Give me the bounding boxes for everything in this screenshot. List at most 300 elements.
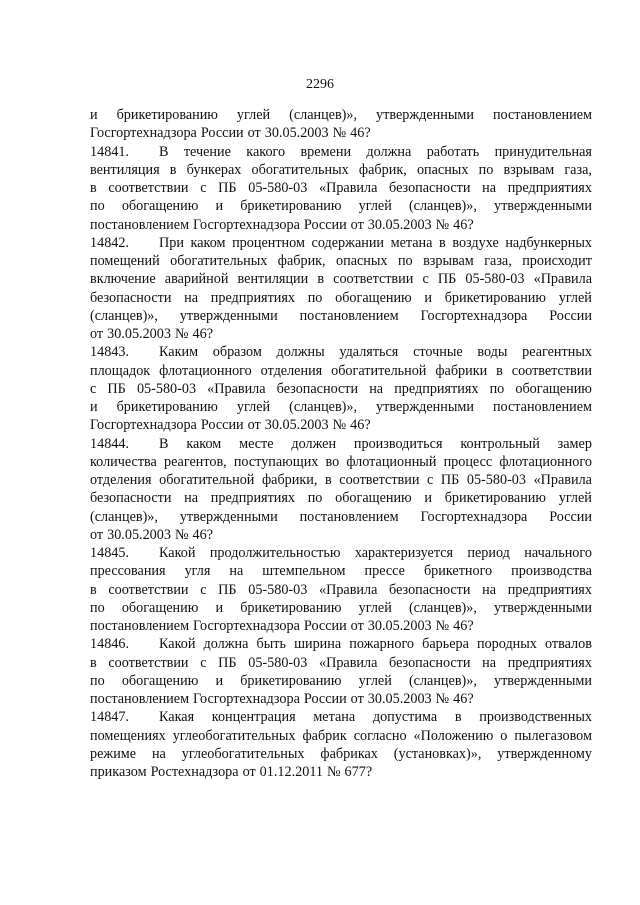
text-word: России xyxy=(303,216,347,233)
text-word: 05-580-03 xyxy=(465,271,525,288)
text-word: отделения xyxy=(260,362,323,379)
text-line xyxy=(90,435,592,453)
question-text xyxy=(159,544,592,562)
text-word: 05-580-03 xyxy=(248,180,308,196)
text-word: 30.05.2003 xyxy=(264,125,329,142)
text-word: и xyxy=(215,672,224,689)
text-word: прессования xyxy=(90,563,166,580)
text-word: фабрик, xyxy=(277,253,326,269)
text-word: какого xyxy=(246,143,286,160)
text-word: в xyxy=(90,654,97,671)
text-word: 14846. xyxy=(90,636,130,653)
text-word: в xyxy=(496,362,503,379)
text-word: продолжительностью xyxy=(209,545,341,561)
text-word: концентрация xyxy=(211,709,296,726)
text-word: опасных xyxy=(336,253,388,269)
text-word: по xyxy=(489,380,505,397)
text-word: обогащению xyxy=(335,490,412,507)
text-word: Какой xyxy=(159,636,196,653)
text-word: флотационного xyxy=(499,453,592,470)
text-word: углей xyxy=(236,399,271,415)
text-word: период xyxy=(467,545,510,561)
text-word: В xyxy=(159,143,169,160)
text-word: 30.05.2003 xyxy=(107,526,171,543)
question-text xyxy=(159,708,592,726)
text-word: от xyxy=(247,417,261,434)
question-text xyxy=(159,635,592,653)
text-word: приказом xyxy=(90,764,147,780)
text-word: с xyxy=(200,654,207,671)
text-word: Госгортехнадзора xyxy=(193,216,300,233)
text-word: безопасности xyxy=(90,289,172,306)
text-word: № xyxy=(332,125,347,142)
text-word: содержании xyxy=(311,234,385,251)
text-word: утвержденными xyxy=(494,599,592,616)
text-word: в xyxy=(169,161,177,178)
text-word: ПБ xyxy=(437,271,457,288)
text-word: 46? xyxy=(453,618,474,634)
text-word: допустима xyxy=(372,709,438,726)
text-line xyxy=(90,617,592,635)
text-word: предприятиях xyxy=(507,654,592,671)
text-word: обогатительной xyxy=(331,362,427,379)
text-word: быть xyxy=(256,636,286,653)
text-word: процесс xyxy=(443,453,493,470)
text-word: в xyxy=(439,234,446,251)
text-line xyxy=(90,143,592,161)
text-word: постановлением xyxy=(90,691,190,707)
text-word: В xyxy=(159,435,169,452)
text-word: № xyxy=(435,216,450,233)
text-word: (сланцев)», xyxy=(408,198,477,215)
text-word: соответствии xyxy=(108,180,189,196)
text-word: Госгортехнадзора xyxy=(420,307,528,324)
text-word: по xyxy=(397,253,413,269)
text-word: производственных xyxy=(479,709,592,726)
text-word: брикетированию xyxy=(116,107,218,123)
text-word: (сланцев)», xyxy=(289,399,358,415)
text-word: флотационный xyxy=(346,453,437,470)
text-word: ПБ xyxy=(218,654,237,671)
text-word: фабрики, xyxy=(261,472,318,488)
text-word: удаляться xyxy=(339,344,399,361)
text-word: площадок xyxy=(90,362,151,379)
text-word: метана xyxy=(390,234,433,251)
text-word: барьера xyxy=(422,636,469,653)
text-word: соответствии xyxy=(511,362,592,379)
text-word: с xyxy=(90,380,97,397)
text-word: ширина xyxy=(294,636,342,653)
text-line xyxy=(90,544,592,562)
text-word: постановлением xyxy=(299,307,399,324)
text-word: Госгортехнадзора xyxy=(193,691,300,707)
text-word: по xyxy=(307,490,323,507)
text-word: по xyxy=(90,198,105,215)
text-word: брикетированию xyxy=(240,599,342,616)
text-word: 14842. xyxy=(90,234,130,251)
text-word: от xyxy=(90,326,104,342)
text-word: предприятиях xyxy=(210,490,295,507)
text-word: Госгортехнадзора xyxy=(90,417,197,434)
text-word: отделения xyxy=(90,472,152,488)
text-word: обогащению xyxy=(515,380,592,397)
text-line xyxy=(90,745,592,763)
text-word: штемпельном xyxy=(262,563,346,580)
text-word: пожарного xyxy=(349,636,415,653)
text-word: воздухе xyxy=(452,234,499,251)
text-word: России xyxy=(200,417,244,434)
text-word: постановлением xyxy=(299,508,399,525)
question-text xyxy=(159,343,592,361)
text-word: на xyxy=(229,563,244,580)
text-word: 677? xyxy=(344,764,373,780)
text-line xyxy=(90,398,592,416)
text-word: помещений xyxy=(90,253,160,269)
text-word: «Правила xyxy=(318,654,378,671)
text-word: замер xyxy=(557,435,592,452)
text-word: «Правила xyxy=(533,472,592,488)
text-word: 05-580-03 xyxy=(136,380,197,397)
text-line xyxy=(90,343,592,361)
text-word: опасных xyxy=(416,161,469,178)
text-word: брикетированию xyxy=(444,490,547,507)
text-word: постановлением xyxy=(90,216,190,233)
text-line xyxy=(90,124,592,142)
text-word: производства xyxy=(511,563,592,580)
text-word: 30.05.2003 xyxy=(264,417,329,434)
text-word: 05-580-03 xyxy=(248,654,308,671)
text-word: каком xyxy=(186,435,222,452)
text-word: Госгортехнадзора xyxy=(193,618,300,634)
text-word: России xyxy=(303,691,347,707)
text-word: 46? xyxy=(453,216,474,233)
text-word: фабрик, xyxy=(358,161,407,178)
text-word: принудительная xyxy=(494,143,592,160)
text-word: № xyxy=(327,764,341,780)
text-word: безопасности xyxy=(276,380,359,397)
text-word: процентном xyxy=(232,234,305,251)
text-word: постановлением xyxy=(492,107,592,123)
text-word: должна xyxy=(366,143,412,160)
text-word: Ростехнадзора xyxy=(150,764,239,780)
text-word: брикетированию xyxy=(240,198,342,215)
text-line xyxy=(90,453,592,471)
text-word: утвержденными xyxy=(376,107,474,123)
text-word: безопасности xyxy=(389,654,471,671)
text-word: месте xyxy=(239,435,274,452)
text-word: от xyxy=(350,618,364,634)
text-word: (сланцев)», xyxy=(289,107,358,123)
text-word: предприятиях xyxy=(507,581,592,598)
text-word: ПБ xyxy=(107,380,126,397)
text-word: от xyxy=(350,691,364,707)
text-word: с xyxy=(200,581,207,598)
text-word: с xyxy=(427,472,434,488)
text-word: угля xyxy=(184,563,211,580)
text-word: течение xyxy=(183,143,231,160)
document-body xyxy=(90,106,592,781)
text-word: режиме xyxy=(90,745,137,762)
text-word: соответствии xyxy=(339,472,420,488)
text-word: 46? xyxy=(350,417,371,434)
text-word: предприятиях xyxy=(507,180,592,196)
text-word: Какой xyxy=(159,545,196,561)
text-word: России xyxy=(200,125,244,142)
text-word: 46? xyxy=(350,125,371,142)
text-line xyxy=(90,289,592,307)
text-line xyxy=(90,654,592,672)
text-word: ПБ xyxy=(218,581,237,598)
text-line xyxy=(90,416,592,434)
text-word: каком xyxy=(190,234,226,251)
text-line xyxy=(90,380,592,398)
text-word: сточные xyxy=(413,344,463,361)
text-word: взрывам xyxy=(423,253,474,269)
text-word: 46? xyxy=(192,326,213,342)
text-word: (установках)», xyxy=(393,745,482,762)
text-word: 30.05.2003 xyxy=(367,691,432,707)
text-word: с xyxy=(422,271,429,288)
text-word: 30.05.2003 xyxy=(107,326,171,342)
text-line xyxy=(90,161,592,179)
text-word: о xyxy=(500,727,508,744)
text-word: Госгортехнадзора xyxy=(420,508,528,525)
text-word: по xyxy=(478,161,494,178)
text-line xyxy=(90,690,592,708)
text-word: утвержденными xyxy=(494,672,592,689)
text-word: «Правила xyxy=(207,380,266,397)
text-word: по xyxy=(307,289,323,306)
text-word: должна xyxy=(203,636,249,653)
text-word: № xyxy=(435,618,450,634)
text-word: «Правила xyxy=(318,180,378,196)
text-word: взрывам xyxy=(503,161,555,178)
text-word: реагентных xyxy=(522,344,592,361)
text-word: должны xyxy=(276,344,325,361)
question-text xyxy=(159,234,592,252)
text-word: предприятиях xyxy=(210,289,295,306)
text-word: в xyxy=(90,180,97,196)
text-word: углей xyxy=(558,490,592,507)
text-word: аварийной xyxy=(164,271,229,288)
text-word: безопасности xyxy=(90,490,172,507)
text-word: постановлением xyxy=(90,618,190,634)
text-word: на xyxy=(151,745,166,762)
text-word: с xyxy=(200,180,207,196)
question-text xyxy=(159,435,592,453)
text-line xyxy=(90,234,592,252)
text-word: реагентов, xyxy=(163,453,227,470)
text-word: характеризуется xyxy=(354,545,454,561)
text-word: по xyxy=(90,599,105,616)
text-line xyxy=(90,471,592,489)
text-line xyxy=(90,197,592,215)
text-word: и xyxy=(90,107,98,123)
text-word: воды xyxy=(477,344,508,361)
text-line xyxy=(90,635,592,653)
text-word: углей xyxy=(558,289,592,306)
text-word: пылегазовом xyxy=(514,727,592,744)
text-word: утвержденными xyxy=(179,307,278,324)
text-word: работать xyxy=(426,143,480,160)
text-word: начального xyxy=(524,545,592,561)
text-word: фабрик xyxy=(302,727,347,744)
text-word: ПБ xyxy=(440,472,460,488)
text-word: обогатительных xyxy=(170,253,268,269)
text-word: и xyxy=(90,399,98,415)
text-word: (сланцев)», xyxy=(90,508,158,525)
text-line xyxy=(90,270,592,288)
text-word: производиться xyxy=(353,435,443,452)
text-word: № xyxy=(332,417,347,434)
text-word: углей xyxy=(358,198,392,215)
text-word: на xyxy=(369,380,384,397)
text-word: поступающих xyxy=(233,453,319,470)
text-word: ПБ xyxy=(218,180,237,196)
text-word: 05-580-03 xyxy=(466,472,526,488)
text-line xyxy=(90,526,592,544)
text-word: брикетированию xyxy=(240,672,342,689)
text-line xyxy=(90,708,592,726)
text-word: утвержденными xyxy=(179,508,278,525)
text-word: по xyxy=(90,672,105,689)
text-word: газа, xyxy=(484,253,512,269)
text-word: надбункерных xyxy=(505,234,592,251)
text-word: утвержденными xyxy=(494,198,592,215)
text-line xyxy=(90,727,592,745)
text-word: соответствии xyxy=(333,271,414,288)
text-word: России xyxy=(303,618,347,634)
text-word: безопасности xyxy=(389,581,471,598)
text-word: газа, xyxy=(564,161,592,178)
text-word: 01.12.2011 xyxy=(259,764,323,780)
text-word: 46? xyxy=(453,691,474,707)
text-word: метана xyxy=(313,709,356,726)
text-word: флотационного xyxy=(159,362,252,379)
page-number: 2296 xyxy=(306,77,334,92)
text-line xyxy=(90,307,592,325)
text-line xyxy=(90,362,592,380)
text-word: и xyxy=(424,490,432,507)
text-word: Какая xyxy=(159,709,195,726)
text-word: № xyxy=(174,326,189,342)
text-word: обогащению xyxy=(121,599,199,616)
text-word: брикетного xyxy=(423,563,493,580)
text-word: от xyxy=(90,526,104,543)
text-word: помещениях xyxy=(90,727,166,744)
text-word: обогащению xyxy=(121,198,199,215)
text-word: 30.05.2003 xyxy=(367,216,432,233)
text-line xyxy=(90,179,592,197)
text-word: 14843. xyxy=(90,344,130,361)
text-word: в xyxy=(317,271,325,288)
text-word: соответствии xyxy=(108,654,189,671)
text-word: на xyxy=(482,581,497,598)
text-line xyxy=(90,216,592,234)
text-word: 05-580-03 xyxy=(248,581,308,598)
text-word: на xyxy=(184,289,199,306)
text-word: от xyxy=(247,125,261,142)
text-word: на xyxy=(184,490,199,507)
text-word: (сланцев)», xyxy=(408,599,477,616)
text-word: 30.05.2003 xyxy=(367,618,432,634)
text-word: «Правила xyxy=(318,581,378,598)
question-text xyxy=(159,143,592,161)
text-word: утвержденному xyxy=(497,745,592,762)
text-word: 14844. xyxy=(90,435,130,452)
text-word: обогащению xyxy=(335,289,412,306)
text-word: и xyxy=(424,289,432,306)
text-word: № xyxy=(435,691,450,707)
text-word: фабриках xyxy=(320,745,378,762)
text-word: России xyxy=(549,307,592,324)
text-word: включение xyxy=(90,271,156,288)
text-word: породных xyxy=(477,636,537,653)
text-word: на xyxy=(482,180,497,196)
text-word: утвержденными xyxy=(376,399,474,415)
text-word: в xyxy=(90,581,97,598)
text-line xyxy=(90,562,592,580)
text-word: Госгортехнадзора xyxy=(90,125,197,142)
text-line xyxy=(90,489,592,507)
text-word: от xyxy=(350,216,364,233)
text-word: контрольный xyxy=(460,435,540,452)
text-word: в xyxy=(324,472,332,488)
text-line xyxy=(90,325,592,343)
text-word: образом xyxy=(212,344,262,361)
text-word: России xyxy=(549,508,592,525)
text-word: (сланцев)», xyxy=(408,672,477,689)
text-word: бункерах xyxy=(186,161,242,178)
text-word: 46? xyxy=(192,526,213,543)
text-word: «Положению xyxy=(413,727,494,744)
text-word: углей xyxy=(358,672,392,689)
text-word: фабрики xyxy=(435,362,488,379)
text-word: углей xyxy=(358,599,392,616)
text-word: во xyxy=(325,453,340,470)
text-word: должен xyxy=(291,435,337,452)
text-word: вентиляции xyxy=(237,271,309,288)
text-line xyxy=(90,508,592,526)
text-word: в xyxy=(454,709,462,726)
text-line xyxy=(90,672,592,690)
text-word: «Правила xyxy=(533,271,592,288)
text-word: 14841. xyxy=(90,143,130,160)
text-word: происходит xyxy=(522,253,592,269)
text-word: и xyxy=(215,599,224,616)
text-line xyxy=(90,763,592,781)
text-word: углеобогатительных xyxy=(172,727,296,744)
text-word: постановлением xyxy=(492,399,592,415)
text-word: Каким xyxy=(159,344,199,361)
text-word: 14847. xyxy=(90,709,130,726)
text-line xyxy=(90,106,592,124)
text-line xyxy=(90,581,592,599)
text-word: (сланцев)», xyxy=(90,307,158,324)
text-word: прессе xyxy=(364,563,405,580)
text-word: углеобогатительных xyxy=(181,745,305,762)
text-word: При xyxy=(159,234,184,251)
text-word: 14845. xyxy=(90,545,130,561)
text-word: № xyxy=(174,526,189,543)
text-word: обогатительных xyxy=(251,161,349,178)
text-word: соответствии xyxy=(108,581,189,598)
text-word: предприятиях xyxy=(394,380,479,397)
text-word: и xyxy=(215,198,224,215)
text-line xyxy=(90,252,592,270)
text-word: согласно xyxy=(353,727,407,744)
text-word: количества xyxy=(90,453,157,470)
